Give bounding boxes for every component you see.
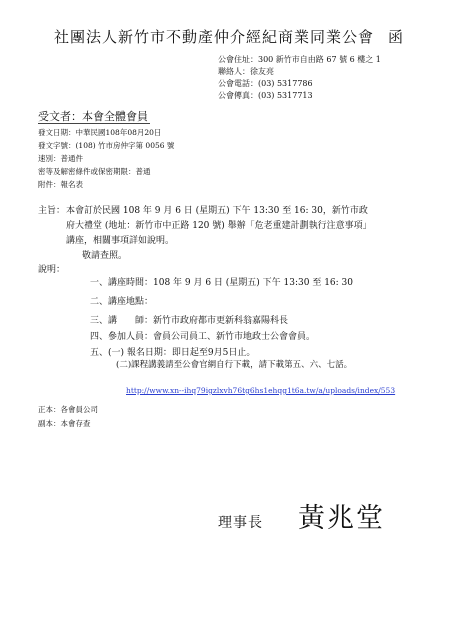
explanation-item-4: 四、參加人員：會員公司員工、新竹市地政士公會會員。	[90, 332, 316, 342]
org-contact: 聯絡人：徐友亮	[218, 67, 274, 76]
explanation-item-1: 一、講座時間：108 年 9 月 6 日 (星期五) 下午 13:30 至 16: 30	[90, 278, 353, 288]
signature-name: 黃兆堂	[298, 503, 385, 534]
secrecy-level: 密等及解密條件或保密期限：普通	[38, 167, 151, 176]
org-fax: 公會傳真：(03) 5317713	[218, 91, 313, 100]
subject-line-4: 敬請查照。	[82, 251, 128, 261]
explanation-item-5: 五、(一) 報名日期：即日起至9月5日止。	[90, 348, 256, 358]
signature-title: 理事長	[218, 515, 263, 531]
speed-class: 速別：普通件	[38, 154, 83, 163]
copy-main: 正本：各會員公司	[38, 405, 98, 414]
subject-line-3: 講座，相關事項詳如說明。	[66, 236, 175, 246]
org-address: 公會住址：300 新竹市自由路 67 號 6 樓之 1	[218, 55, 381, 64]
org-phone: 公會電話：(03) 5317786	[218, 79, 313, 88]
subject-label: 主旨：	[38, 206, 66, 216]
subject-line-2: 府大禮堂 (地址：新竹市中正路 120 號) 舉辦「危老重建計劃執行注意事項」	[66, 221, 372, 231]
handout-link[interactable]: http://www.xn--ihq79igzlxvh76tg6hs1ehqg1t6a.tw/a/uploads/index/553	[126, 386, 396, 395]
explanation-item-3: 三、講 師：新竹市政府都市更新科翁嘉陽科長	[90, 316, 289, 326]
copy-secondary: 副本：本會存查	[38, 419, 91, 428]
issue-number: 發文字號：(108) 竹市房仲字第 0056 號	[38, 141, 175, 150]
recipient-underline	[38, 123, 150, 124]
attachment: 附件：報名表	[38, 180, 83, 189]
org-name: 社團法人新竹市不動產仲介經紀商業同業公會	[54, 28, 375, 46]
recipient: 受文者：本會全體會員	[38, 110, 148, 123]
explanation-item-2: 二、講座地點：	[90, 297, 154, 307]
document-title	[54, 26, 404, 47]
issue-date: 發文日期：中華民國108年08月20日	[38, 128, 162, 137]
subject-line-1: 本會訂於民國 108 年 9 月 6 日 (星期五) 下午 13:30 至 16: 30，新竹市政	[66, 206, 368, 216]
document-type: 函	[388, 28, 405, 46]
explanation-item-5b: (二)課程講義請至公會官網自行下載，請下載第五、六、七話。	[116, 360, 353, 370]
explanation-label: 說明：	[38, 265, 66, 275]
